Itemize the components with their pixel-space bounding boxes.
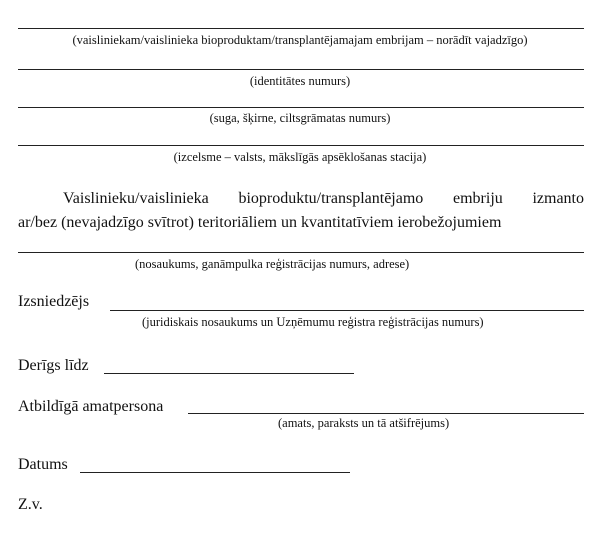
- valid-until-line[interactable]: [104, 373, 354, 374]
- seal-label: Z.v.: [18, 496, 43, 513]
- usage-paragraph: [18, 187, 584, 235]
- official-line[interactable]: [188, 413, 584, 414]
- date-line[interactable]: [80, 472, 350, 473]
- identity-caption: (identitātes numurs): [249, 74, 351, 88]
- holding-line[interactable]: [18, 252, 584, 253]
- official-caption: (amats, paraksts un tā atšifrējums): [278, 416, 450, 430]
- origin-line[interactable]: [18, 145, 584, 146]
- identity-line[interactable]: [18, 69, 584, 70]
- holding-caption: (nosaukums, ganāmpulka reģistrācijas numurs, adrese): [135, 257, 410, 271]
- issuer-label: Izsniedzējs: [18, 293, 90, 310]
- species-caption: (suga, šķirne, ciltsgrāmatas numurs): [209, 111, 391, 125]
- date-label: Datums: [18, 456, 68, 473]
- origin-caption: (izcelsme – valsts, mākslīgās apsēklošanas stacija): [173, 150, 427, 164]
- usage-paragraph-line1: Vaislinieku/vaislinieka bioproduktu/transplantējamo embriju izmanto: [63, 190, 584, 207]
- species-line[interactable]: [18, 107, 584, 108]
- valid-until-label: Derīgs līdz: [18, 357, 89, 374]
- official-label: Atbildīgā amatpersona: [18, 398, 164, 415]
- recipient-line[interactable]: [18, 28, 584, 29]
- issuer-line[interactable]: [110, 310, 584, 311]
- recipient-caption: (vaisliniekam/vaislinieka bioproduktam/transplantējamajam embrijam – norādīt vajadzīgo): [72, 33, 528, 47]
- usage-paragraph-line2: ar/bez (nevajadzīgo svītrot) teritoriāliem un kvantitatīviem ierobežojumiem: [18, 214, 502, 231]
- issuer-caption: (juridiskais nosaukums un Uzņēmumu reģistra reģistrācijas numurs): [142, 315, 484, 329]
